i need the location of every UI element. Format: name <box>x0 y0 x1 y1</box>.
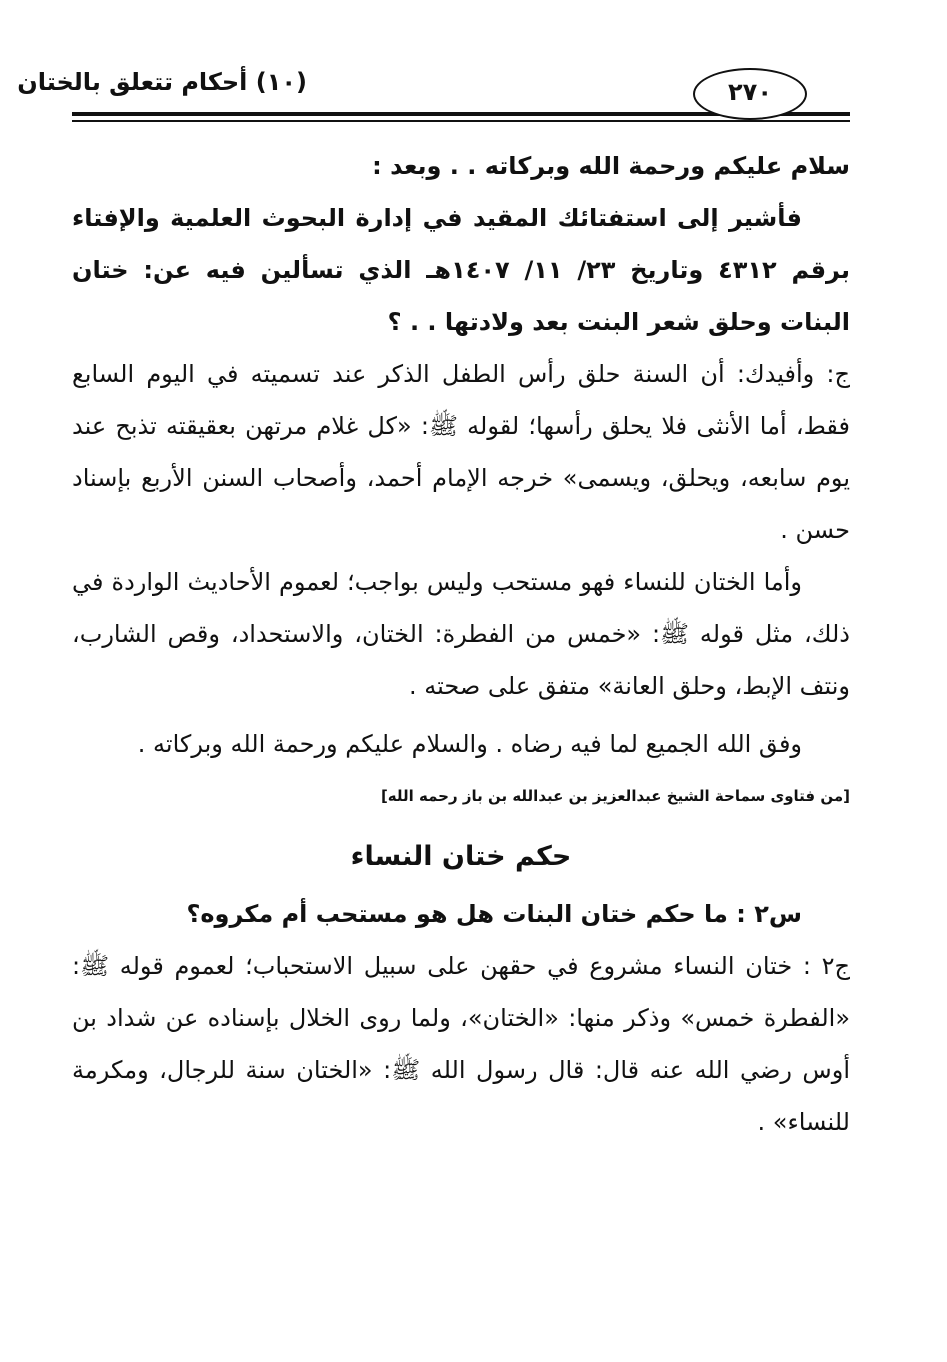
closing-line: وفق الله الجميع لما فيه رضاه . والسلام عليكم ورحمة الله وبركاته . <box>137 730 802 758</box>
page-number: ٢٧٠ <box>728 78 772 106</box>
question-2: س٢ : ما حكم ختان البنات هل هو مستحب أم مكروه؟ <box>186 900 802 928</box>
reference-paragraph: فأشير إلى استفتائك المقيد في إدارة البحوث العلمية والإفتاء برقم ٤٣١٢ وتاريخ ٢٣/ ١١/ ١٤٠٧هـ الذي تسألين فيه عن: ختان البنات وحلق شعر البنت بعد ولادتها . . ؟ <box>72 204 850 336</box>
page-body <box>72 140 850 1148</box>
greeting: سلام عليكم ورحمة الله وبركاته . . وبعد : <box>372 152 850 180</box>
header-rule-thin <box>72 120 850 122</box>
answer-paragraph: ج: وأفيدك: أن السنة حلق رأس الطفل الذكر عند تسميته في اليوم السابع فقط، أما الأنثى فلا يحلق رأسها؛ لقوله ﷺ: «كل غلام مرتهن بعقيقته تذبح عند يوم سابعه، ويحلق، ويسمى» خرجه الإمام أحمد، وأصحاب السنن الأربع بإسناد حسن . <box>72 360 850 544</box>
running-title: (١٠) أحكام تتعلق بالختان <box>17 68 307 96</box>
answer-2: ج٢ : ختان النساء مشروع في حقهن على سبيل الاستحباب؛ لعموم قوله ﷺ: «الفطرة خمس» وذكر منها: «الختان»، ولما روى الخلال بإسناده عن شداد بن أوس رضي الله عنه قال: قال رسول الله ﷺ: «الختان سنة للرجال، ومكرمة للنساء» . <box>72 952 850 1136</box>
fatwa-source: [من فتاوى سماحة الشيخ عبدالعزيز بن عبدالله بن باز رحمه الله] <box>380 787 850 805</box>
page-number-oval <box>693 68 807 120</box>
section-heading: حكم ختان النساء <box>350 841 572 872</box>
circumcision-paragraph: وأما الختان للنساء فهو مستحب وليس بواجب؛ لعموم الأحاديث الواردة في ذلك، مثل قوله ﷺ: «خمس من الفطرة: الختان، والاستحداد، وقص الشارب، ونتف الإبط، وحلق العانة» متفق على صحته . <box>72 568 850 700</box>
